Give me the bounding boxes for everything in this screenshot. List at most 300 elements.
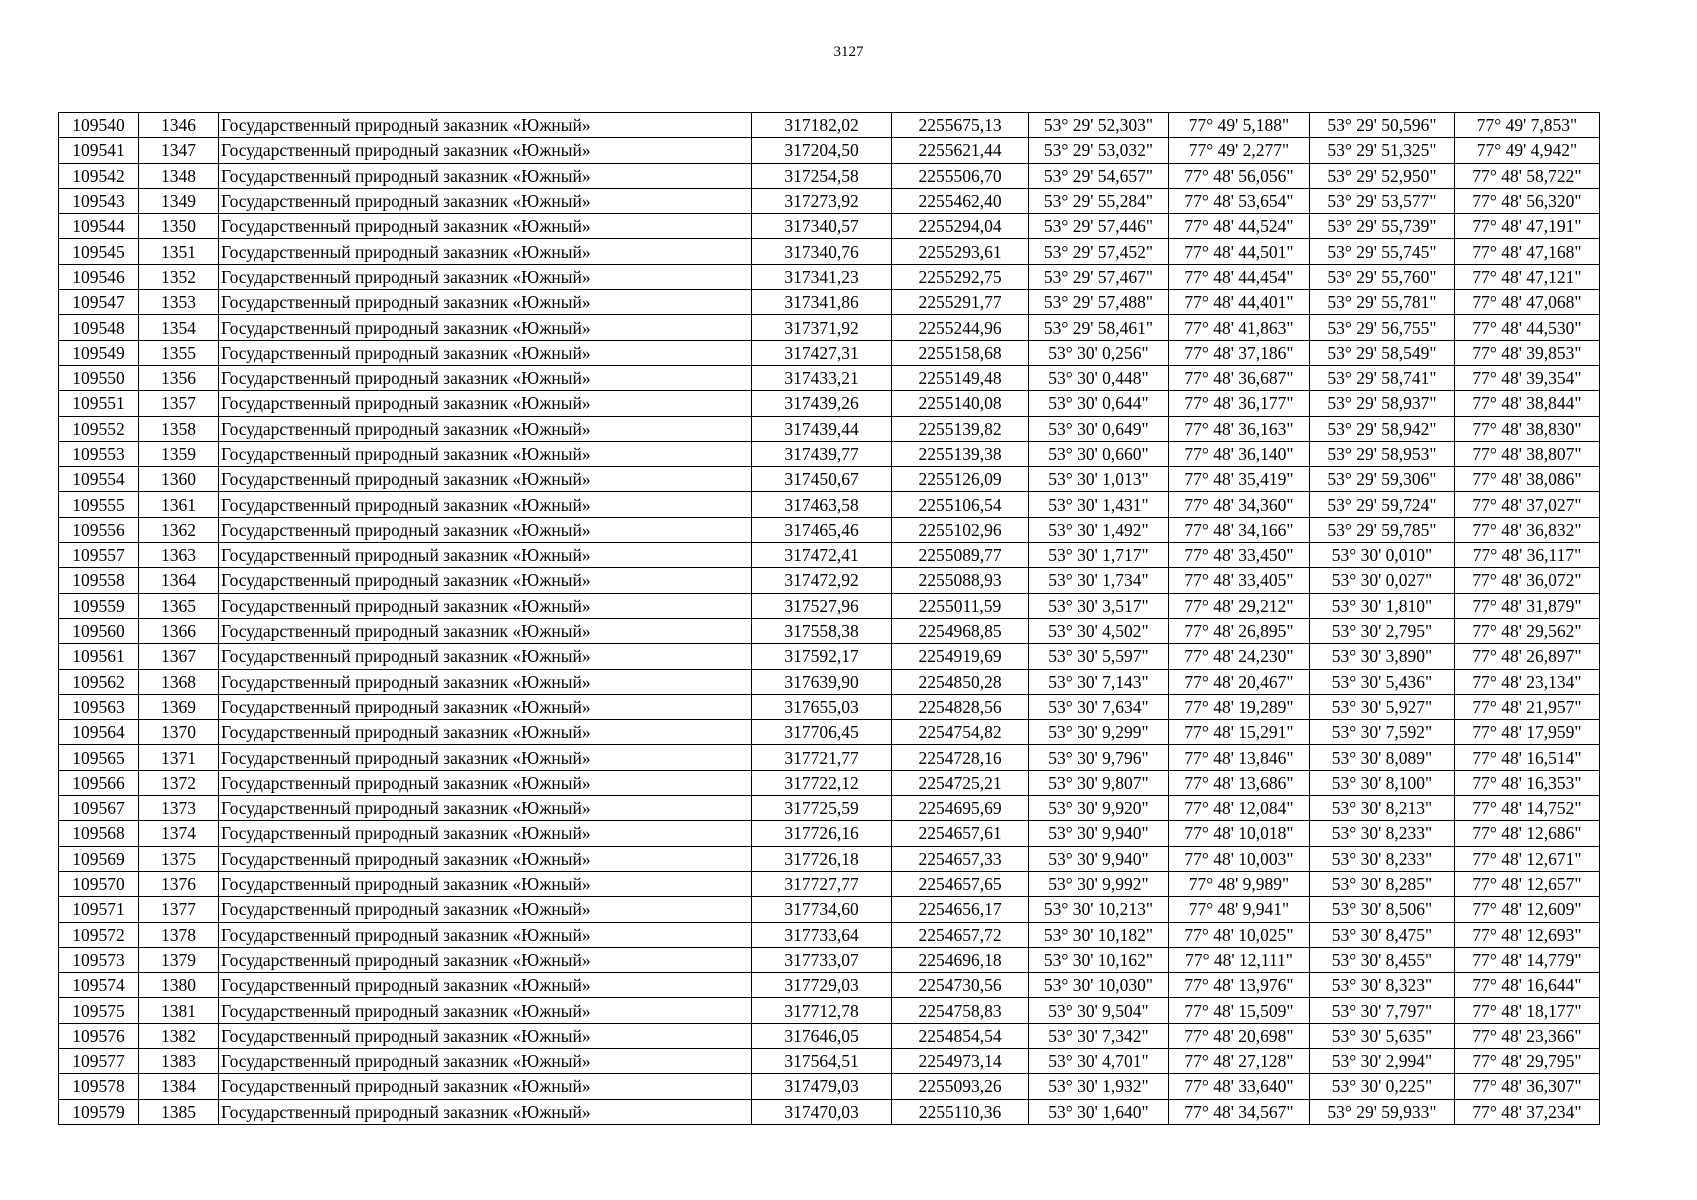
table-row xyxy=(59,492,1600,517)
x-coordinate-cell: 317721,77 xyxy=(752,745,892,770)
x-coordinate-cell: 317439,44 xyxy=(752,416,892,441)
y-coordinate-cell: 2254973,14 xyxy=(892,1048,1029,1073)
object-name-cell: Государственный природный заказник «Южный» xyxy=(219,745,752,770)
longitude-1-cell: 77° 48' 13,846" xyxy=(1169,745,1310,770)
x-coordinate-cell: 317564,51 xyxy=(752,1048,892,1073)
latitude-1-cell: 53° 30' 1,932" xyxy=(1029,1074,1169,1099)
point-number-cell: 1379 xyxy=(139,947,219,972)
point-number-cell: 1376 xyxy=(139,871,219,896)
longitude-2-cell: 77° 48' 29,562" xyxy=(1455,618,1600,643)
latitude-2-cell: 53° 30' 8,213" xyxy=(1310,796,1455,821)
latitude-2-cell: 53° 30' 8,506" xyxy=(1310,897,1455,922)
latitude-1-cell: 53° 29' 57,452" xyxy=(1029,239,1169,264)
latitude-2-cell: 53° 29' 58,953" xyxy=(1310,441,1455,466)
object-name-cell: Государственный природный заказник «Южный» xyxy=(219,568,752,593)
object-name-cell: Государственный природный заказник «Южный» xyxy=(219,796,752,821)
longitude-1-cell: 77° 48' 13,686" xyxy=(1169,770,1310,795)
x-coordinate-cell: 317655,03 xyxy=(752,694,892,719)
latitude-1-cell: 53° 30' 10,182" xyxy=(1029,922,1169,947)
latitude-2-cell: 53° 29' 55,745" xyxy=(1310,239,1455,264)
object-name-cell: Государственный природный заказник «Южный» xyxy=(219,264,752,289)
y-coordinate-cell: 2254695,69 xyxy=(892,796,1029,821)
table-row xyxy=(59,770,1600,795)
record-id-cell: 109558 xyxy=(59,568,139,593)
longitude-2-cell: 77° 48' 47,068" xyxy=(1455,290,1600,315)
object-name-cell: Государственный природный заказник «Южный» xyxy=(219,1074,752,1099)
latitude-1-cell: 53° 30' 9,807" xyxy=(1029,770,1169,795)
latitude-2-cell: 53° 30' 0,225" xyxy=(1310,1074,1455,1099)
point-number-cell: 1358 xyxy=(139,416,219,441)
object-name-cell: Государственный природный заказник «Южный» xyxy=(219,846,752,871)
x-coordinate-cell: 317558,38 xyxy=(752,618,892,643)
latitude-1-cell: 53° 29' 53,032" xyxy=(1029,138,1169,163)
x-coordinate-cell: 317479,03 xyxy=(752,1074,892,1099)
longitude-1-cell: 77° 48' 12,084" xyxy=(1169,796,1310,821)
point-number-cell: 1374 xyxy=(139,821,219,846)
longitude-2-cell: 77° 48' 14,752" xyxy=(1455,796,1600,821)
latitude-2-cell: 53° 30' 8,100" xyxy=(1310,770,1455,795)
y-coordinate-cell: 2254828,56 xyxy=(892,694,1029,719)
record-id-cell: 109550 xyxy=(59,365,139,390)
latitude-2-cell: 53° 29' 55,781" xyxy=(1310,290,1455,315)
point-number-cell: 1363 xyxy=(139,543,219,568)
object-name-cell: Государственный природный заказник «Южный» xyxy=(219,720,752,745)
record-id-cell: 109554 xyxy=(59,467,139,492)
record-id-cell: 109551 xyxy=(59,391,139,416)
record-id-cell: 109572 xyxy=(59,922,139,947)
record-id-cell: 109567 xyxy=(59,796,139,821)
latitude-2-cell: 53° 30' 8,285" xyxy=(1310,871,1455,896)
coordinates-table xyxy=(58,112,1600,1125)
point-number-cell: 1357 xyxy=(139,391,219,416)
record-id-cell: 109541 xyxy=(59,138,139,163)
latitude-1-cell: 53° 30' 9,920" xyxy=(1029,796,1169,821)
latitude-2-cell: 53° 30' 8,233" xyxy=(1310,821,1455,846)
latitude-1-cell: 53° 29' 55,284" xyxy=(1029,188,1169,213)
record-id-cell: 109574 xyxy=(59,973,139,998)
x-coordinate-cell: 317340,76 xyxy=(752,239,892,264)
record-id-cell: 109553 xyxy=(59,441,139,466)
latitude-1-cell: 53° 30' 0,649" xyxy=(1029,416,1169,441)
point-number-cell: 1372 xyxy=(139,770,219,795)
table-row xyxy=(59,163,1600,188)
record-id-cell: 109546 xyxy=(59,264,139,289)
x-coordinate-cell: 317463,58 xyxy=(752,492,892,517)
point-number-cell: 1384 xyxy=(139,1074,219,1099)
table-row xyxy=(59,897,1600,922)
latitude-2-cell: 53° 29' 58,741" xyxy=(1310,365,1455,390)
longitude-2-cell: 77° 48' 14,779" xyxy=(1455,947,1600,972)
table-row xyxy=(59,720,1600,745)
longitude-2-cell: 77° 48' 47,168" xyxy=(1455,239,1600,264)
object-name-cell: Государственный природный заказник «Южный» xyxy=(219,365,752,390)
latitude-2-cell: 53° 29' 56,755" xyxy=(1310,315,1455,340)
table-row xyxy=(59,1023,1600,1048)
table-row xyxy=(59,543,1600,568)
record-id-cell: 109544 xyxy=(59,214,139,239)
record-id-cell: 109566 xyxy=(59,770,139,795)
latitude-2-cell: 53° 30' 7,592" xyxy=(1310,720,1455,745)
point-number-cell: 1352 xyxy=(139,264,219,289)
object-name-cell: Государственный природный заказник «Южный» xyxy=(219,239,752,264)
longitude-1-cell: 77° 48' 24,230" xyxy=(1169,644,1310,669)
longitude-1-cell: 77° 49' 5,188" xyxy=(1169,113,1310,138)
y-coordinate-cell: 2254657,33 xyxy=(892,846,1029,871)
latitude-1-cell: 53° 29' 57,488" xyxy=(1029,290,1169,315)
record-id-cell: 109549 xyxy=(59,340,139,365)
latitude-2-cell: 53° 30' 7,797" xyxy=(1310,998,1455,1023)
record-id-cell: 109579 xyxy=(59,1099,139,1124)
x-coordinate-cell: 317527,96 xyxy=(752,593,892,618)
table-row xyxy=(59,998,1600,1023)
longitude-2-cell: 77° 48' 44,530" xyxy=(1455,315,1600,340)
point-number-cell: 1367 xyxy=(139,644,219,669)
page-number: 3127 xyxy=(833,44,864,60)
latitude-2-cell: 53° 29' 53,577" xyxy=(1310,188,1455,213)
latitude-1-cell: 53° 30' 9,796" xyxy=(1029,745,1169,770)
longitude-1-cell: 77° 48' 29,212" xyxy=(1169,593,1310,618)
x-coordinate-cell: 317470,03 xyxy=(752,1099,892,1124)
latitude-1-cell: 53° 30' 1,013" xyxy=(1029,467,1169,492)
longitude-1-cell: 77° 48' 44,454" xyxy=(1169,264,1310,289)
record-id-cell: 109560 xyxy=(59,618,139,643)
x-coordinate-cell: 317439,77 xyxy=(752,441,892,466)
record-id-cell: 109561 xyxy=(59,644,139,669)
latitude-1-cell: 53° 29' 54,657" xyxy=(1029,163,1169,188)
object-name-cell: Государственный природный заказник «Южный» xyxy=(219,669,752,694)
point-number-cell: 1356 xyxy=(139,365,219,390)
longitude-1-cell: 77° 48' 37,186" xyxy=(1169,340,1310,365)
x-coordinate-cell: 317729,03 xyxy=(752,973,892,998)
latitude-1-cell: 53° 30' 9,299" xyxy=(1029,720,1169,745)
latitude-2-cell: 53° 30' 0,010" xyxy=(1310,543,1455,568)
latitude-1-cell: 53° 30' 10,162" xyxy=(1029,947,1169,972)
record-id-cell: 109569 xyxy=(59,846,139,871)
longitude-2-cell: 77° 48' 36,117" xyxy=(1455,543,1600,568)
longitude-1-cell: 77° 48' 41,863" xyxy=(1169,315,1310,340)
table-row xyxy=(59,618,1600,643)
object-name-cell: Государственный природный заказник «Южный» xyxy=(219,517,752,542)
y-coordinate-cell: 2255292,75 xyxy=(892,264,1029,289)
longitude-2-cell: 77° 48' 47,121" xyxy=(1455,264,1600,289)
longitude-2-cell: 77° 48' 38,844" xyxy=(1455,391,1600,416)
latitude-1-cell: 53° 29' 52,303" xyxy=(1029,113,1169,138)
x-coordinate-cell: 317706,45 xyxy=(752,720,892,745)
y-coordinate-cell: 2255011,59 xyxy=(892,593,1029,618)
x-coordinate-cell: 317726,16 xyxy=(752,821,892,846)
object-name-cell: Государственный природный заказник «Южный» xyxy=(219,391,752,416)
object-name-cell: Государственный природный заказник «Южный» xyxy=(219,163,752,188)
latitude-2-cell: 53° 30' 1,810" xyxy=(1310,593,1455,618)
longitude-2-cell: 77° 48' 38,807" xyxy=(1455,441,1600,466)
record-id-cell: 109576 xyxy=(59,1023,139,1048)
latitude-2-cell: 53° 29' 52,950" xyxy=(1310,163,1455,188)
latitude-1-cell: 53° 30' 9,940" xyxy=(1029,821,1169,846)
record-id-cell: 109540 xyxy=(59,113,139,138)
table-row xyxy=(59,644,1600,669)
latitude-1-cell: 53° 30' 1,717" xyxy=(1029,543,1169,568)
longitude-1-cell: 77° 48' 44,501" xyxy=(1169,239,1310,264)
record-id-cell: 109545 xyxy=(59,239,139,264)
point-number-cell: 1353 xyxy=(139,290,219,315)
x-coordinate-cell: 317725,59 xyxy=(752,796,892,821)
x-coordinate-cell: 317733,64 xyxy=(752,922,892,947)
longitude-2-cell: 77° 48' 39,853" xyxy=(1455,340,1600,365)
point-number-cell: 1354 xyxy=(139,315,219,340)
longitude-1-cell: 77° 48' 15,291" xyxy=(1169,720,1310,745)
point-number-cell: 1371 xyxy=(139,745,219,770)
longitude-1-cell: 77° 48' 10,018" xyxy=(1169,821,1310,846)
point-number-cell: 1373 xyxy=(139,796,219,821)
table-row xyxy=(59,113,1600,138)
latitude-1-cell: 53° 30' 3,517" xyxy=(1029,593,1169,618)
point-number-cell: 1360 xyxy=(139,467,219,492)
longitude-1-cell: 77° 48' 34,567" xyxy=(1169,1099,1310,1124)
table-row xyxy=(59,1048,1600,1073)
longitude-1-cell: 77° 48' 36,163" xyxy=(1169,416,1310,441)
y-coordinate-cell: 2255244,96 xyxy=(892,315,1029,340)
point-number-cell: 1375 xyxy=(139,846,219,871)
object-name-cell: Государственный природный заказник «Южный» xyxy=(219,416,752,441)
latitude-1-cell: 53° 30' 4,701" xyxy=(1029,1048,1169,1073)
latitude-2-cell: 53° 29' 59,933" xyxy=(1310,1099,1455,1124)
longitude-2-cell: 77° 48' 36,307" xyxy=(1455,1074,1600,1099)
x-coordinate-cell: 317439,26 xyxy=(752,391,892,416)
y-coordinate-cell: 2255139,38 xyxy=(892,441,1029,466)
latitude-1-cell: 53° 30' 0,256" xyxy=(1029,340,1169,365)
table-row xyxy=(59,239,1600,264)
y-coordinate-cell: 2255462,40 xyxy=(892,188,1029,213)
longitude-1-cell: 77° 48' 19,289" xyxy=(1169,694,1310,719)
x-coordinate-cell: 317733,07 xyxy=(752,947,892,972)
x-coordinate-cell: 317182,02 xyxy=(752,113,892,138)
latitude-2-cell: 53° 30' 5,436" xyxy=(1310,669,1455,694)
table-row xyxy=(59,846,1600,871)
table-row xyxy=(59,796,1600,821)
latitude-1-cell: 53° 30' 1,492" xyxy=(1029,517,1169,542)
x-coordinate-cell: 317465,46 xyxy=(752,517,892,542)
record-id-cell: 109542 xyxy=(59,163,139,188)
x-coordinate-cell: 317592,17 xyxy=(752,644,892,669)
longitude-1-cell: 77° 48' 12,111" xyxy=(1169,947,1310,972)
table-row xyxy=(59,973,1600,998)
longitude-2-cell: 77° 49' 4,942" xyxy=(1455,138,1600,163)
point-number-cell: 1382 xyxy=(139,1023,219,1048)
latitude-1-cell: 53° 30' 7,634" xyxy=(1029,694,1169,719)
table-row xyxy=(59,188,1600,213)
longitude-2-cell: 77° 48' 16,644" xyxy=(1455,973,1600,998)
latitude-1-cell: 53° 30' 10,030" xyxy=(1029,973,1169,998)
point-number-cell: 1346 xyxy=(139,113,219,138)
latitude-2-cell: 53° 29' 58,549" xyxy=(1310,340,1455,365)
point-number-cell: 1377 xyxy=(139,897,219,922)
y-coordinate-cell: 2255088,93 xyxy=(892,568,1029,593)
latitude-1-cell: 53° 30' 9,504" xyxy=(1029,998,1169,1023)
latitude-1-cell: 53° 29' 57,467" xyxy=(1029,264,1169,289)
longitude-1-cell: 77° 48' 33,450" xyxy=(1169,543,1310,568)
longitude-1-cell: 77° 48' 34,360" xyxy=(1169,492,1310,517)
object-name-cell: Государственный природный заказник «Южный» xyxy=(219,543,752,568)
latitude-2-cell: 53° 30' 5,927" xyxy=(1310,694,1455,719)
point-number-cell: 1366 xyxy=(139,618,219,643)
longitude-2-cell: 77° 48' 39,354" xyxy=(1455,365,1600,390)
latitude-2-cell: 53° 29' 58,942" xyxy=(1310,416,1455,441)
x-coordinate-cell: 317204,50 xyxy=(752,138,892,163)
longitude-2-cell: 77° 48' 56,320" xyxy=(1455,188,1600,213)
point-number-cell: 1351 xyxy=(139,239,219,264)
y-coordinate-cell: 2255675,13 xyxy=(892,113,1029,138)
longitude-1-cell: 77° 48' 36,177" xyxy=(1169,391,1310,416)
longitude-1-cell: 77° 48' 15,509" xyxy=(1169,998,1310,1023)
x-coordinate-cell: 317472,92 xyxy=(752,568,892,593)
longitude-1-cell: 77° 48' 34,166" xyxy=(1169,517,1310,542)
longitude-1-cell: 77° 48' 9,989" xyxy=(1169,871,1310,896)
object-name-cell: Государственный природный заказник «Южный» xyxy=(219,897,752,922)
latitude-1-cell: 53° 30' 7,342" xyxy=(1029,1023,1169,1048)
table-row xyxy=(59,214,1600,239)
x-coordinate-cell: 317273,92 xyxy=(752,188,892,213)
longitude-1-cell: 77° 48' 56,056" xyxy=(1169,163,1310,188)
object-name-cell: Государственный природный заказник «Южный» xyxy=(219,618,752,643)
longitude-2-cell: 77° 49' 7,853" xyxy=(1455,113,1600,138)
x-coordinate-cell: 317712,78 xyxy=(752,998,892,1023)
longitude-2-cell: 77° 48' 18,177" xyxy=(1455,998,1600,1023)
table-row xyxy=(59,138,1600,163)
x-coordinate-cell: 317734,60 xyxy=(752,897,892,922)
x-coordinate-cell: 317722,12 xyxy=(752,770,892,795)
point-number-cell: 1350 xyxy=(139,214,219,239)
longitude-2-cell: 77° 48' 23,366" xyxy=(1455,1023,1600,1048)
latitude-2-cell: 53° 29' 58,937" xyxy=(1310,391,1455,416)
table-row xyxy=(59,315,1600,340)
longitude-1-cell: 77° 48' 33,405" xyxy=(1169,568,1310,593)
object-name-cell: Государственный природный заказник «Южный» xyxy=(219,1048,752,1073)
y-coordinate-cell: 2255110,36 xyxy=(892,1099,1029,1124)
longitude-1-cell: 77° 48' 9,941" xyxy=(1169,897,1310,922)
object-name-cell: Государственный природный заказник «Южный» xyxy=(219,467,752,492)
x-coordinate-cell: 317427,31 xyxy=(752,340,892,365)
x-coordinate-cell: 317472,41 xyxy=(752,543,892,568)
longitude-1-cell: 77° 48' 27,128" xyxy=(1169,1048,1310,1073)
x-coordinate-cell: 317726,18 xyxy=(752,846,892,871)
x-coordinate-cell: 317433,21 xyxy=(752,365,892,390)
longitude-2-cell: 77° 48' 16,353" xyxy=(1455,770,1600,795)
longitude-2-cell: 77° 48' 12,657" xyxy=(1455,871,1600,896)
y-coordinate-cell: 2254850,28 xyxy=(892,669,1029,694)
object-name-cell: Государственный природный заказник «Южный» xyxy=(219,138,752,163)
latitude-1-cell: 53° 29' 58,461" xyxy=(1029,315,1169,340)
longitude-2-cell: 77° 48' 38,086" xyxy=(1455,467,1600,492)
object-name-cell: Государственный природный заказник «Южный» xyxy=(219,290,752,315)
longitude-1-cell: 77° 48' 33,640" xyxy=(1169,1074,1310,1099)
point-number-cell: 1385 xyxy=(139,1099,219,1124)
point-number-cell: 1365 xyxy=(139,593,219,618)
y-coordinate-cell: 2254657,72 xyxy=(892,922,1029,947)
latitude-2-cell: 53° 30' 0,027" xyxy=(1310,568,1455,593)
longitude-2-cell: 77° 48' 21,957" xyxy=(1455,694,1600,719)
table-row xyxy=(59,1099,1600,1124)
table-row xyxy=(59,947,1600,972)
point-number-cell: 1355 xyxy=(139,340,219,365)
point-number-cell: 1347 xyxy=(139,138,219,163)
object-name-cell: Государственный природный заказник «Южный» xyxy=(219,1099,752,1124)
y-coordinate-cell: 2254919,69 xyxy=(892,644,1029,669)
longitude-1-cell: 77° 48' 26,895" xyxy=(1169,618,1310,643)
record-id-cell: 109568 xyxy=(59,821,139,846)
longitude-2-cell: 77° 48' 36,072" xyxy=(1455,568,1600,593)
x-coordinate-cell: 317450,67 xyxy=(752,467,892,492)
y-coordinate-cell: 2255291,77 xyxy=(892,290,1029,315)
x-coordinate-cell: 317727,77 xyxy=(752,871,892,896)
latitude-1-cell: 53° 30' 7,143" xyxy=(1029,669,1169,694)
y-coordinate-cell: 2254657,65 xyxy=(892,871,1029,896)
record-id-cell: 109575 xyxy=(59,998,139,1023)
latitude-2-cell: 53° 29' 59,306" xyxy=(1310,467,1455,492)
latitude-1-cell: 53° 29' 57,446" xyxy=(1029,214,1169,239)
latitude-2-cell: 53° 30' 3,890" xyxy=(1310,644,1455,669)
latitude-2-cell: 53° 29' 59,724" xyxy=(1310,492,1455,517)
longitude-2-cell: 77° 48' 12,686" xyxy=(1455,821,1600,846)
longitude-1-cell: 77° 48' 44,524" xyxy=(1169,214,1310,239)
table-row xyxy=(59,1074,1600,1099)
table-row xyxy=(59,694,1600,719)
point-number-cell: 1378 xyxy=(139,922,219,947)
longitude-1-cell: 77° 48' 20,698" xyxy=(1169,1023,1310,1048)
x-coordinate-cell: 317371,92 xyxy=(752,315,892,340)
table-row xyxy=(59,467,1600,492)
table-row xyxy=(59,517,1600,542)
longitude-1-cell: 77° 48' 10,025" xyxy=(1169,922,1310,947)
y-coordinate-cell: 2255102,96 xyxy=(892,517,1029,542)
x-coordinate-cell: 317646,05 xyxy=(752,1023,892,1048)
longitude-2-cell: 77° 48' 47,191" xyxy=(1455,214,1600,239)
longitude-2-cell: 77° 48' 31,879" xyxy=(1455,593,1600,618)
point-number-cell: 1362 xyxy=(139,517,219,542)
y-coordinate-cell: 2254696,18 xyxy=(892,947,1029,972)
object-name-cell: Государственный природный заказник «Южный» xyxy=(219,340,752,365)
object-name-cell: Государственный природный заказник «Южный» xyxy=(219,315,752,340)
record-id-cell: 109556 xyxy=(59,517,139,542)
latitude-1-cell: 53° 30' 5,597" xyxy=(1029,644,1169,669)
y-coordinate-cell: 2255093,26 xyxy=(892,1074,1029,1099)
longitude-2-cell: 77° 48' 12,693" xyxy=(1455,922,1600,947)
y-coordinate-cell: 2255106,54 xyxy=(892,492,1029,517)
record-id-cell: 109570 xyxy=(59,871,139,896)
table-row xyxy=(59,922,1600,947)
point-number-cell: 1369 xyxy=(139,694,219,719)
table-row xyxy=(59,416,1600,441)
table-row xyxy=(59,669,1600,694)
y-coordinate-cell: 2254725,21 xyxy=(892,770,1029,795)
table-row xyxy=(59,593,1600,618)
y-coordinate-cell: 2254854,54 xyxy=(892,1023,1029,1048)
record-id-cell: 109562 xyxy=(59,669,139,694)
longitude-2-cell: 77° 48' 12,671" xyxy=(1455,846,1600,871)
y-coordinate-cell: 2255149,48 xyxy=(892,365,1029,390)
y-coordinate-cell: 2254754,82 xyxy=(892,720,1029,745)
y-coordinate-cell: 2254758,83 xyxy=(892,998,1029,1023)
point-number-cell: 1348 xyxy=(139,163,219,188)
y-coordinate-cell: 2255140,08 xyxy=(892,391,1029,416)
longitude-2-cell: 77° 48' 58,722" xyxy=(1455,163,1600,188)
longitude-2-cell: 77° 48' 16,514" xyxy=(1455,745,1600,770)
record-id-cell: 109571 xyxy=(59,897,139,922)
longitude-2-cell: 77° 48' 36,832" xyxy=(1455,517,1600,542)
longitude-2-cell: 77° 48' 26,897" xyxy=(1455,644,1600,669)
x-coordinate-cell: 317254,58 xyxy=(752,163,892,188)
y-coordinate-cell: 2254730,56 xyxy=(892,973,1029,998)
y-coordinate-cell: 2255293,61 xyxy=(892,239,1029,264)
